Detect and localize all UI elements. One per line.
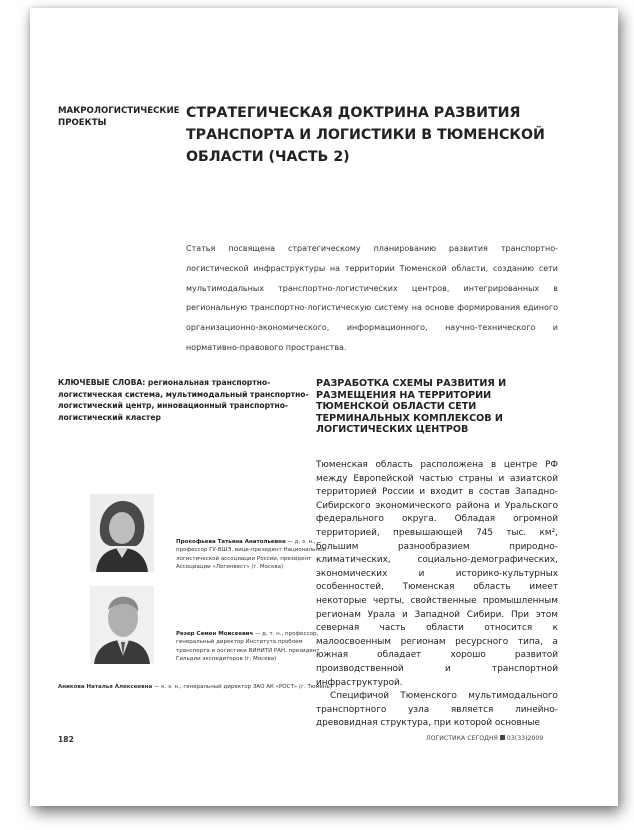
page-number: 182 (58, 735, 74, 744)
paragraph: Тюменская область расположена в центре РФ между Европейской частью страны и азиатской территорией России и входит в состав Западно-Сибирского экономического района и Уральского федерального округа. Обладая огромной территорией, превышающей 745 тыс. км², большим разнообразием природно-климатических, социально-демографических, экономических и историко-культурных особенностей, Тюменская область имеет некоторые черты, свойственные промышленным регионам Урала и Западной Сибири. При этом северная часть области относится к малоосвоенным регионам ресурсного типа, а южная обладает хорошо развитой производственной и транспортной инфраструктурой. (316, 460, 558, 688)
author-info (176, 538, 326, 572)
author-photo-prokofieva (90, 494, 154, 572)
journal-issue: 03(33)2009 (506, 735, 544, 742)
author-details: — д. т. н., профессор, генеральный директор Института проблем транспорта и логистики ВИНИТИ РАН, президент Гильдии экспедиторов (г. Москва) (176, 631, 320, 663)
journal-name: ЛОГИСТИКА СЕГОДНЯ (426, 735, 498, 742)
section-label: МАКРОЛОГИСТИЧЕСКИЕ ПРОЕКТЫ (58, 106, 180, 128)
article-lead: Статья посвящена стратегическому планированию развития транспортно-логистической инфраструктуры на территории Тюменской области, созданию сети мультимодальных транспортно-логистических центров, интегрированных в региональную транспортно-логистическую систему на основе формирования единого организационно-экономического, информационного, научно-технического и нормативно-правового пространства. (186, 244, 558, 352)
paragraph: Специфичой Тюменского мультимодального транспортного узла является линейно-древовидная структура, при которой основные (316, 691, 558, 729)
keywords: КЛЮЧЕВЫЕ СЛОВА: региональная транспортно-логистическая система, мультимодальный транспортно-логистический центр, инновационный транспортно-логистический кластер (58, 378, 309, 423)
article-title: СТРАТЕГИЧЕСКАЯ ДОКТРИНА РАЗВИТИЯ ТРАНСПОРТА И ЛОГИСТИКИ В ТЮМЕНСКОЙ ОБЛАСТИ (ЧАСТЬ 2) (186, 105, 545, 165)
author-details: — к. э. н., генеральный директор ЗАО АК «РОСТ» (г. Тюмень) (152, 684, 332, 690)
author-info (58, 683, 358, 691)
author-details: — д. э. н., профессор ГУ-ВШЭ, вице-президент Национальной логистической ассоциации России, президент Ассоциации «Логинвест» (г. Москва) (176, 539, 326, 571)
author-info (176, 630, 326, 664)
journal-footer (426, 735, 543, 742)
author-name: Аникова Наталья Алексеевна (58, 684, 153, 690)
square-bullet-icon (500, 735, 505, 740)
author-photo-rezer (90, 586, 154, 664)
section-heading: РАЗРАБОТКА СХЕМЫ РАЗВИТИЯ И РАЗМЕЩЕНИЯ НА ТЕРРИТОРИИ ТЮМЕНСКОЙ ОБЛАСТИ СЕТИ ТЕРМИНАЛЬНЫХ КОМПЛЕКСОВ И ЛОГИСТИЧЕСКИХ ЦЕНТРОВ (316, 378, 507, 435)
author-name: Резер Семен Моисеевич (176, 631, 254, 637)
author-name: Прокофьева Татьяна Анатольевна (176, 539, 286, 545)
